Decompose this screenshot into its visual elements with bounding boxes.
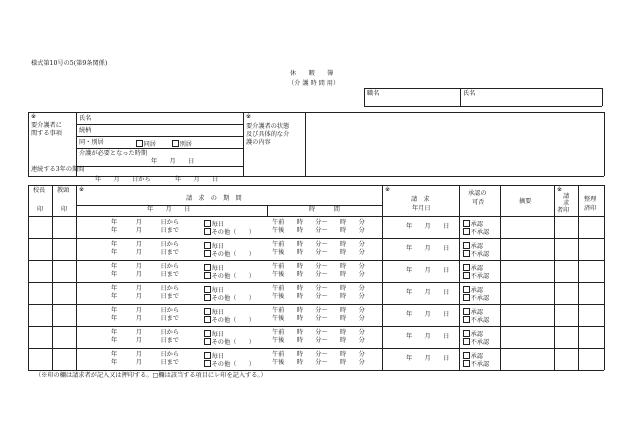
other-checkbox[interactable]: その他（ ） <box>204 316 255 324</box>
page-subtitle: （介 護 時 間 用） <box>288 80 340 87</box>
section-line <box>305 112 306 176</box>
pm-time: 午後 時 分～ 時 分 <box>272 293 365 300</box>
position-label: 職名 <box>367 90 380 97</box>
row-end-date: 年 月 日まで <box>111 249 180 256</box>
box-line <box>364 106 602 107</box>
same-residence-checkbox[interactable]: 同居 <box>136 140 156 148</box>
approval-header-1: 承認の <box>468 190 487 197</box>
state-mark: ※ <box>246 113 252 120</box>
table-line <box>459 185 460 370</box>
request-date: 年 月 日 <box>406 267 450 274</box>
box-line <box>364 88 365 106</box>
row-end-date: 年 月 日まで <box>111 227 180 234</box>
reject-checkbox[interactable]: 不承認 <box>463 316 489 324</box>
request-date: 年 月 日 <box>406 333 450 340</box>
pm-time: 午後 時 分～ 時 分 <box>272 227 365 234</box>
table-line <box>28 282 604 283</box>
reject-checkbox[interactable]: 不承認 <box>463 272 489 280</box>
state-label-3: 護の内容 <box>246 139 271 146</box>
req-date-mark: ※ <box>385 186 391 193</box>
row-end-date: 年 月 日まで <box>111 293 180 300</box>
req-date-header-1: 請 求 <box>411 196 430 203</box>
request-date: 年 月 日 <box>406 311 450 318</box>
req-date-header-2: 年月日 <box>412 205 431 212</box>
row-end-date: 年 月 日まで <box>111 359 180 366</box>
table-line <box>28 326 604 327</box>
approve-checkbox[interactable]: 承認 <box>463 308 483 316</box>
other-checkbox[interactable]: その他（ ） <box>204 294 255 302</box>
am-time: 午前 時 分～ 時 分 <box>272 241 365 248</box>
page-title: 休 暇 簿 <box>290 70 334 77</box>
pm-time: 午後 時 分～ 時 分 <box>272 315 365 322</box>
footnote: （※印の欄は請求者が記入又は押印する。□欄は該当する項目にレ印を記入する。） <box>35 372 267 379</box>
ymd-header: 年 月 日 <box>147 206 191 213</box>
principal-header: 校長 <box>33 187 46 194</box>
time-header: 時 間 <box>309 206 340 213</box>
daily-checkbox[interactable]: 毎日 <box>204 308 224 316</box>
row-end-date: 年 月 日まで <box>111 271 180 278</box>
row-start-date: 年 月 日から <box>111 329 180 336</box>
table-line <box>267 205 268 216</box>
settled-header-1: 整理 <box>584 196 597 203</box>
table-line <box>52 185 53 370</box>
state-label-1: 要介護者の状態 <box>246 123 290 130</box>
row-start-date: 年 月 日から <box>111 241 180 248</box>
name-label: 氏名 <box>463 90 476 97</box>
table-line <box>604 185 605 370</box>
request-date: 年 月 日 <box>406 223 450 230</box>
section-line <box>604 112 605 176</box>
row-start-date: 年 月 日から <box>111 219 180 226</box>
pm-time: 午後 時 分～ 時 分 <box>272 337 365 344</box>
approval-header-2: 可否 <box>472 199 485 206</box>
other-checkbox[interactable]: その他（ ） <box>204 338 255 346</box>
request-mark: ※ <box>79 186 85 193</box>
table-line <box>382 185 383 370</box>
head-teacher-seal-label: 印 <box>61 206 68 213</box>
am-time: 午前 時 分～ 時 分 <box>272 307 365 314</box>
table-line <box>28 216 604 217</box>
section-line <box>76 124 243 125</box>
am-time: 午前 時 分～ 時 分 <box>272 285 365 292</box>
request-period-header: 請 求 の 期 間 <box>186 195 242 202</box>
am-time: 午前 時 分～ 時 分 <box>272 219 365 226</box>
table-line <box>28 304 604 305</box>
row-start-date: 年 月 日から <box>111 263 180 270</box>
request-date: 年 月 日 <box>406 245 450 252</box>
head-teacher-header: 教頭 <box>57 187 70 194</box>
box-line <box>602 88 603 106</box>
daily-checkbox[interactable]: 毎日 <box>204 264 224 272</box>
table-line <box>76 185 77 370</box>
requester-mark: ※ <box>557 186 563 193</box>
relation-label: 続柄 <box>79 127 92 134</box>
cohabitation-label: 同・別居 <box>79 139 104 146</box>
period-to: 年 月 日 <box>175 176 219 183</box>
other-checkbox[interactable]: その他（ ） <box>204 250 255 258</box>
am-time: 午前 時 分～ 時 分 <box>272 351 365 358</box>
period-label: 連続する3年の期間 <box>31 166 85 173</box>
approve-checkbox[interactable]: 承認 <box>463 264 483 272</box>
reject-checkbox[interactable]: 不承認 <box>463 228 489 236</box>
daily-checkbox[interactable]: 毎日 <box>204 220 224 228</box>
table-line <box>28 348 604 349</box>
box-line <box>364 88 602 89</box>
row-start-date: 年 月 日から <box>111 351 180 358</box>
table-line <box>578 185 579 370</box>
approve-checkbox[interactable]: 承認 <box>463 286 483 294</box>
row-end-date: 年 月 日まで <box>111 337 180 344</box>
form-id: 様式第10号の5(第9条関係) <box>31 60 108 67</box>
approve-checkbox[interactable]: 承認 <box>463 330 483 338</box>
subject-label-2: 関する事項 <box>31 130 62 137</box>
period-from: 年 月 日から <box>95 176 151 183</box>
approve-checkbox[interactable]: 承認 <box>463 220 483 228</box>
reject-checkbox[interactable]: 不承認 <box>463 338 489 346</box>
box-line <box>460 88 461 106</box>
section-line <box>243 112 244 176</box>
reject-checkbox[interactable]: 不承認 <box>463 360 489 368</box>
reject-checkbox[interactable]: 不承認 <box>463 294 489 302</box>
daily-checkbox[interactable]: 毎日 <box>204 330 224 338</box>
table-line <box>554 185 555 370</box>
requester-header-3: 者印 <box>557 207 570 214</box>
section-line <box>76 166 243 167</box>
need-time-label: 介護が必要となった時期 <box>79 150 148 157</box>
requester-header-2: 求 <box>563 200 570 207</box>
row-end-date: 年 月 日まで <box>111 315 180 322</box>
requester-header-1: 請 <box>563 193 570 200</box>
row-start-date: 年 月 日から <box>111 285 180 292</box>
pm-time: 午後 時 分～ 時 分 <box>272 271 365 278</box>
daily-checkbox[interactable]: 毎日 <box>204 352 224 360</box>
principal-seal-label: 印 <box>37 206 44 213</box>
other-checkbox[interactable]: その他（ ） <box>204 228 255 236</box>
table-line <box>28 370 604 371</box>
settled-header-2: 済印 <box>584 205 597 212</box>
subject-mark: ※ <box>31 113 37 120</box>
table-line <box>28 238 604 239</box>
approve-checkbox[interactable]: 承認 <box>463 352 483 360</box>
request-date: 年 月 日 <box>406 355 450 362</box>
subject-label-1: 要介護者に <box>31 122 62 129</box>
pm-time: 午後 時 分～ 時 分 <box>272 249 365 256</box>
table-line <box>500 185 501 370</box>
am-time: 午前 時 分～ 時 分 <box>272 329 365 336</box>
approve-checkbox[interactable]: 承認 <box>463 242 483 250</box>
cared-name-label: 氏名 <box>79 115 92 122</box>
separate-residence-checkbox[interactable]: 別居 <box>172 140 192 148</box>
table-line <box>28 185 604 186</box>
section-line <box>28 112 29 176</box>
reject-checkbox[interactable]: 不承認 <box>463 250 489 258</box>
summary-header: 摘要 <box>519 198 532 205</box>
row-start-date: 年 月 日から <box>111 307 180 314</box>
section-line <box>76 148 243 149</box>
state-label-2: 及び具体的な介 <box>246 131 290 138</box>
daily-checkbox[interactable]: 毎日 <box>204 286 224 294</box>
daily-checkbox[interactable]: 毎日 <box>204 242 224 250</box>
am-time: 午前 時 分～ 時 分 <box>272 263 365 270</box>
section-line <box>28 112 604 113</box>
other-checkbox[interactable]: その他（ ） <box>204 360 255 368</box>
pm-time: 午後 時 分～ 時 分 <box>272 359 365 366</box>
table-line <box>28 185 29 370</box>
table-line <box>28 260 604 261</box>
section-line <box>76 136 243 137</box>
other-checkbox[interactable]: その他（ ） <box>204 272 255 280</box>
need-date: 年 月 日 <box>151 158 195 165</box>
request-date: 年 月 日 <box>406 289 450 296</box>
